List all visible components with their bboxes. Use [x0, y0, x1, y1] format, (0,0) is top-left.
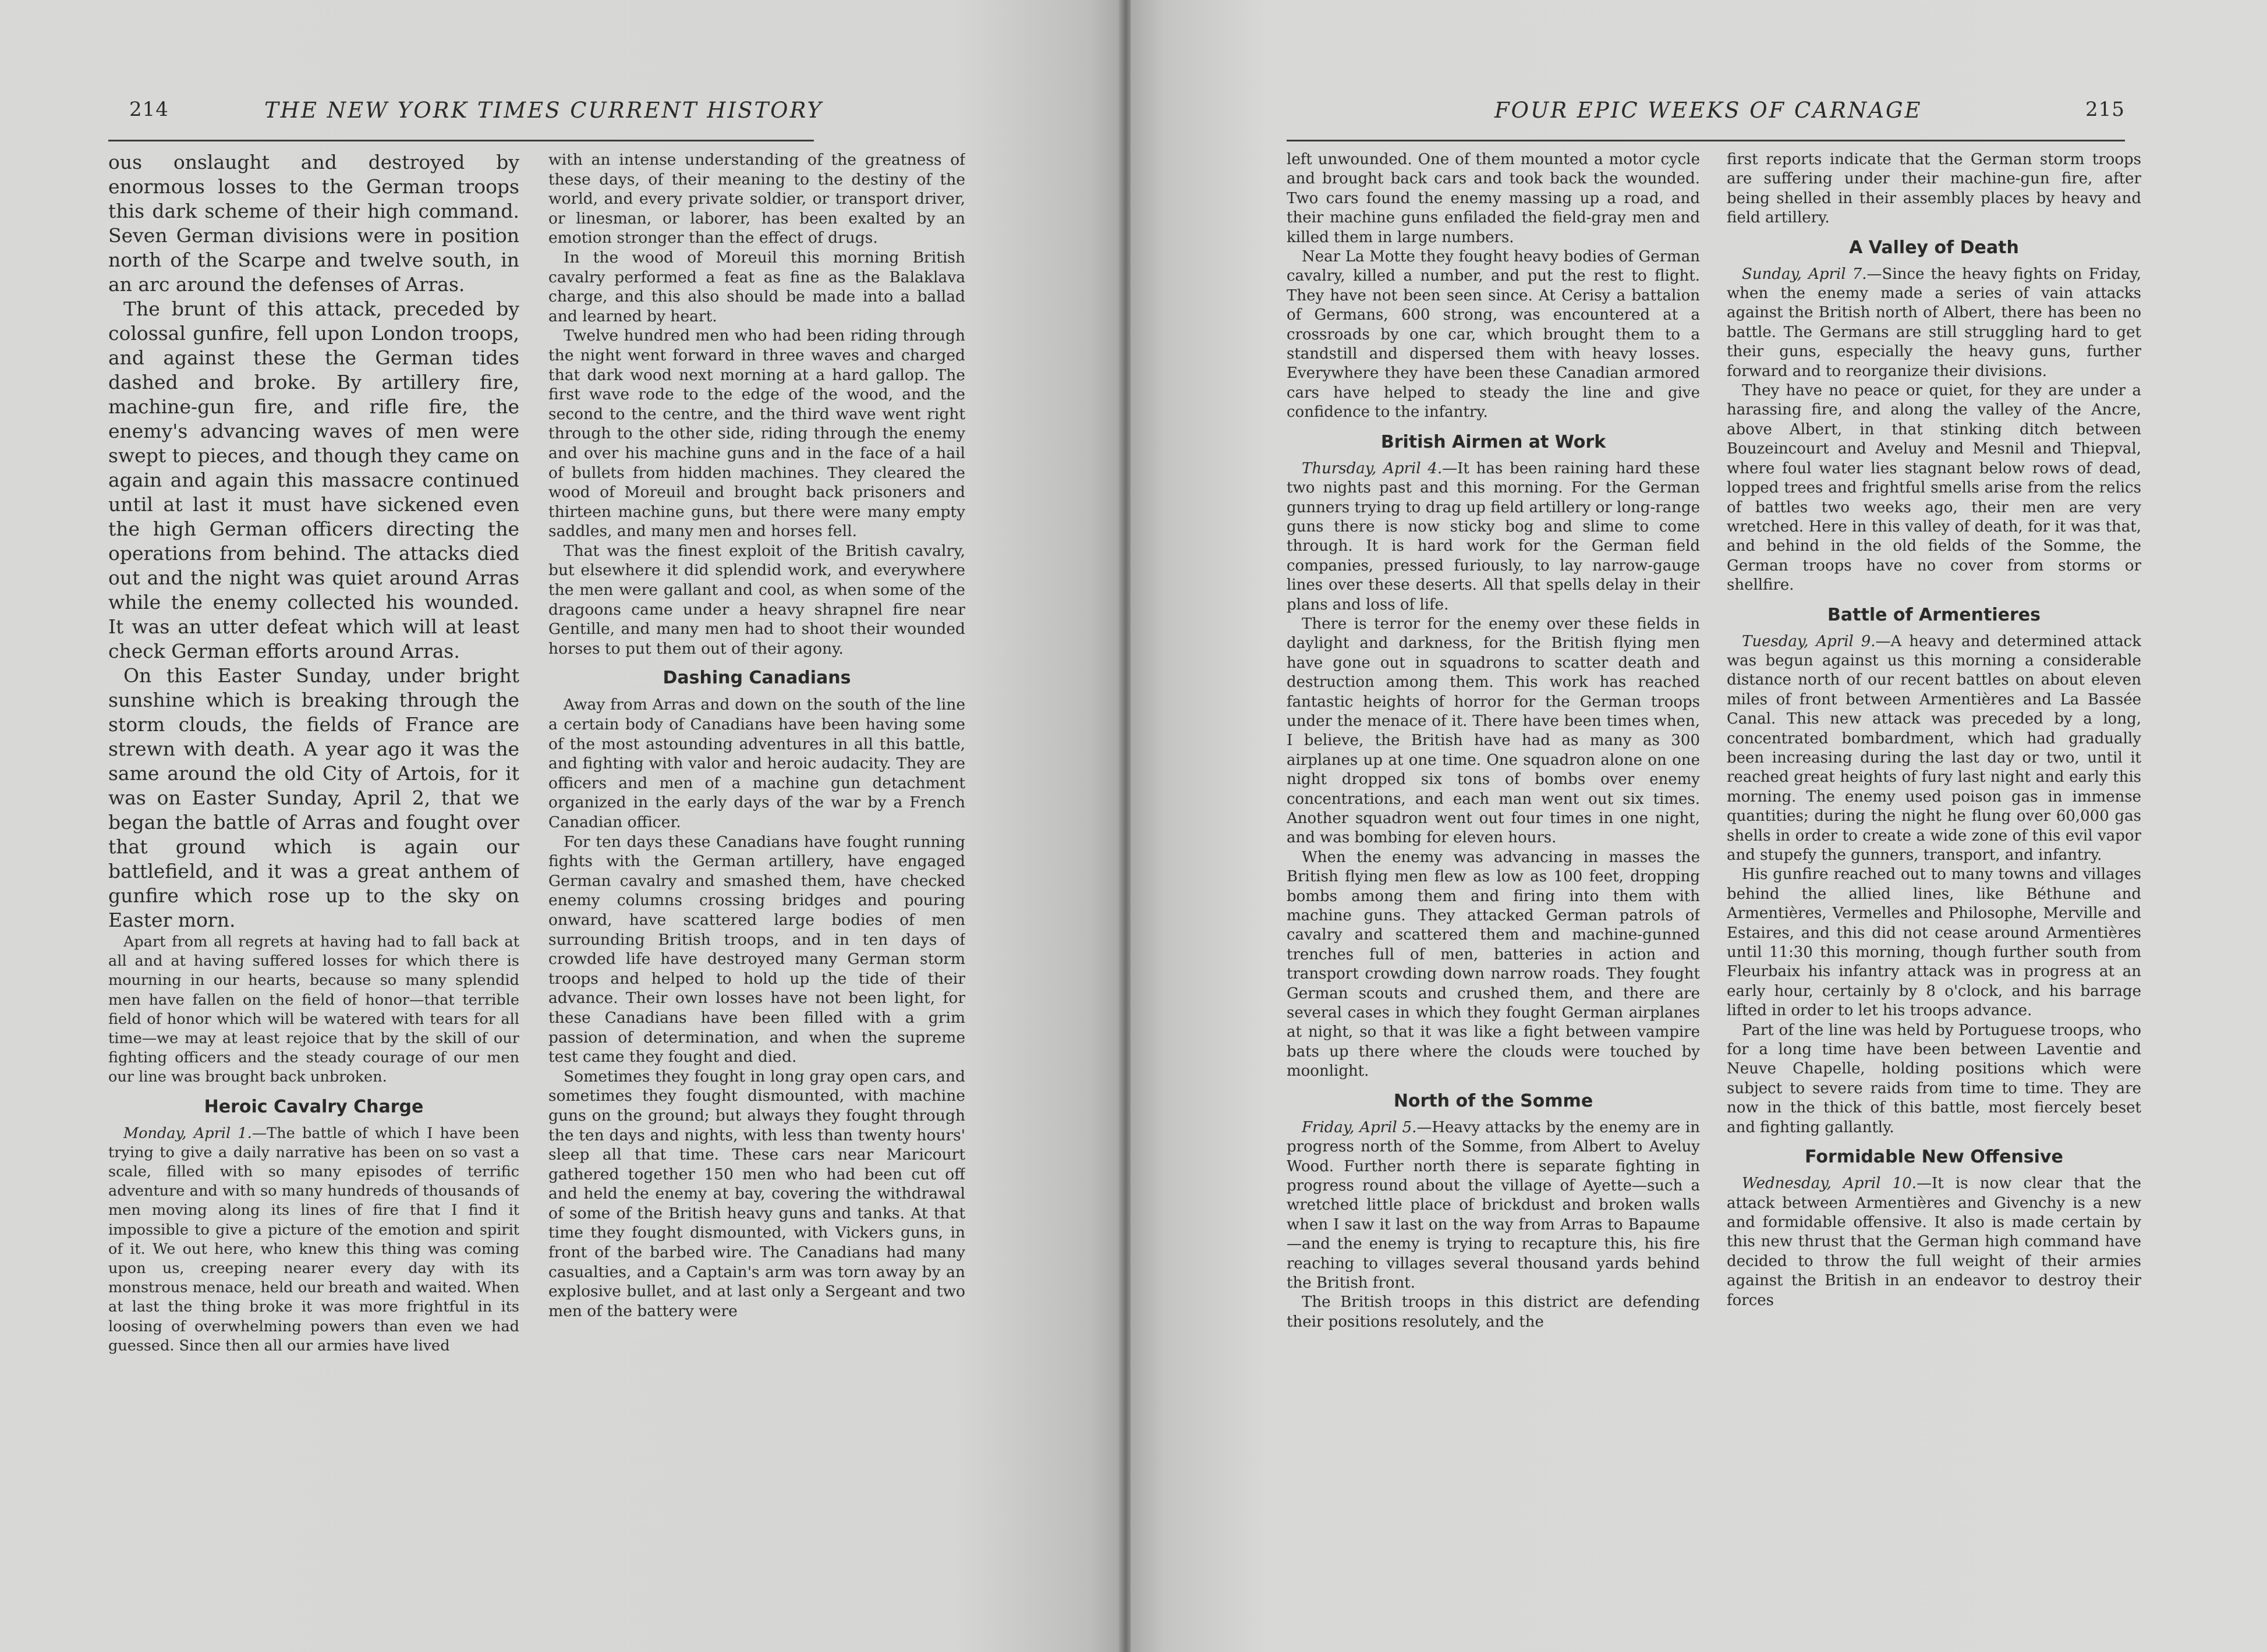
- paragraph: The British troops in this district are defending their positions resolutely, and the: [1287, 1293, 1700, 1331]
- running-head: FOUR EPIC WEEKS OF CARNAGE: [1494, 98, 1922, 123]
- section-heading: Dashing Canadians: [663, 668, 851, 689]
- paragraph: In the wood of Moreuil this morning British cavalry performed a feat as fine as the Balaklava charge, and this also should be made into a ballad and learned by heart.: [548, 248, 965, 325]
- paragraph: —It has been raining hard these two nights past and this morning. For the German gunners trying to drag up field artillery or long-range guns there is now sticky bog and slime to come through. It is hard work for the German field companies, pressed furiously, to lay narrow-gauge lines over these deserts. All that spells delay in their plans and loss of life.: [1287, 459, 1700, 614]
- right-page: [1131, 0, 2267, 1652]
- section-heading: Heroic Cavalry Charge: [204, 1096, 424, 1117]
- section-heading: Battle of Armentieres: [1827, 604, 2041, 625]
- page-number: 214: [129, 98, 169, 121]
- header-rule: [1287, 140, 2125, 141]
- paragraph: ous onslaught and destroyed by enormous losses to the German troops this dark scheme of their high command. Seven German divisions were in position north of the Scarpe and twelve south, in an arc around the defenses of Arras.: [108, 151, 519, 296]
- paragraph: When the enemy was advancing in masses the British flying men flew as low as 100 feet, dropping bombs among them and firing into them with machine guns. They attacked German patrols of cavalry and scattered them and machine-gunned trenches full of men, batteries in action and transport crowding down narrow roads. They fought German scouts and crushed them, and there are several cases in which they fought German airplanes at night, so that it was like a fight between vampire bats up there where the clouds were touched by moonlight.: [1287, 848, 1700, 1080]
- paragraph: There is terror for the enemy over these fields in daylight and darkness, for the British flying men have gone out in squadrons to scatter death and destruction among them. This work has reached fantastic heights of horror for the German troops under the menace of it. There have been times when, I believe, the British have had as many as 300 airplanes up at one time. One squadron alone on one night dropped six tons of bombs over enemy concentrations, and each man went out six times. Another squadron went out four times in one night, and was bombing for eleven hours.: [1287, 615, 1700, 847]
- paragraph: Sometimes they fought in long gray open cars, and sometimes they fought dismounted, with machine guns on the ground; but always they fought through the ten days and nights, with less than twenty hours' sleep all that time. These cars near Maricourt gathered together 150 men who had been cut off and held the enemy at bay, covering the withdrawal of some of the British heavy guns and tanks. At that time they fought dismounted, with Vickers guns, in front of the barbed wire. The Canadians had many casualties, and a Captain's arm was torn away by an explosive bullet, and at last only a Sergeant and two men of the battery were: [548, 1067, 965, 1320]
- paragraph: His gunfire reached out to many towns and villages behind the allied lines, like Béthune and Armentières, Vermelles and Philosophe, Merville and Estaires, and this did not cease around Armentières until 11:30 this morning, though further south from Fleurbaix his infantry attack was in progress at an early hour, certainly by 8 o'clock, and his barrage lifted in order to let his troops advance.: [1727, 866, 2141, 1020]
- paragraph: Part of the line was held by Portuguese troops, who for a long time have been between Laventie and Neuve Chapelle, holding positions which were subject to severe raids from time to time. They are now in the thick of this battle, most fiercely beset and fighting gallantly.: [1727, 1021, 2141, 1136]
- paragraph: —It is now clear that the attack between Armentières and Givenchy is a new and formidable offensive. It also is made certain by this new thrust that the German high command have decided to throw the full weight of their armies against the British in an endeavor to destroy their forces: [1727, 1175, 2141, 1309]
- left-column-1: [108, 150, 519, 1536]
- paragraph: They have no peace or quiet, for they are under a harassing fire, and along the valley of the Ancre, above Albert, in that stinking ditch between Bouzeincourt and Aveluy and Mesnil and Thiepval, where foul water lies stagnant below rows of dead, lopped trees and frightful smells arise from the relics of battles two weeks ago, their men are very wretched. Here in this valley of death, for it was that, and behind in the old fields of the Somme, the German troops have no cover from storms or shellfire.: [1727, 382, 2141, 594]
- dateline: Monday, April 1.: [123, 1124, 252, 1142]
- dateline: Thursday, April 4.: [1302, 459, 1443, 477]
- section-heading: A Valley of Death: [1849, 237, 2019, 258]
- header-rule: [108, 140, 814, 141]
- running-head: THE NEW YORK TIMES CURRENT HISTORY: [264, 98, 823, 123]
- paragraph: Near La Motte they fought heavy bodies of German cavalry, killed a number, and put the rest to flight. They have not been seen since. At Cerisy a battalion of Germans, 600 strong, was encountered at a crossroads by one car, which brought them to a standstill and dispersed them with heavy losses. Everywhere they have been these Canadian armored cars have helped to steady the line and give confidence to the infantry.: [1287, 248, 1700, 421]
- paragraph: —Heavy attacks by the enemy are in progress north of the Somme, from Albert to Aveluy Wood. Further north there is separate fighting in progress round about the village of Ayette—such a wretched little place of brickdust and broken walls when I saw it last on the way from Arras to Bapaume—and the enemy is trying to recapture this, his fire reaching to villages several thousand yards behind the British front.: [1287, 1118, 1700, 1292]
- dateline: Tuesday, April 9.: [1742, 632, 1876, 650]
- left-column-2: [548, 150, 965, 1536]
- section-heading: North of the Somme: [1393, 1090, 1593, 1111]
- paragraph: On this Easter Sunday, under bright sunshine which is breaking through the storm clouds, the fields of France are strewn with death. A year ago it was the same around the old City of Artois, for it was on Easter Sunday, April 2, that we began the battle of Arras and fought over that ground which is again our battlefield, and it was a great anthem of gunfire which rose up to the sky on Easter morn.: [108, 664, 519, 931]
- paragraph: —A heavy and determined attack was begun against us this morning a considerable distance north of our recent battles on about eleven miles of front between Armentières and La Bassée Canal. This new attack was preceded by a long, concentrated bombardment, which had gradually been increasing during the last day or two, until it reached great heights of fury last night and early this morning. The enemy used poison gas in immense quantities; during the night he flung over 60,000 gas shells in order to create a wide zone of this evil vapor and stupefy the gunners, transport, and infantry.: [1727, 632, 2141, 864]
- paragraph: —Since the heavy fights on Friday, when the enemy made a series of vain attacks against the British north of Albert, there has been no battle. The Germans are still struggling hard to get their guns, especially the heavy guns, further forward and to reorganize their divisions.: [1727, 265, 2141, 380]
- small-type-section: [108, 933, 519, 1356]
- left-page: [0, 0, 1124, 1652]
- paragraph: left unwounded. One of them mounted a motor cycle and brought back cars and took back the wounded. Two cars found the enemy massing up a road, and their machine guns enfiladed the field-gray men and killed them in large numbers.: [1287, 151, 1700, 246]
- dateline: Wednesday, April 10.: [1742, 1175, 1917, 1193]
- paragraph: Twelve hundred men who had been riding through the night went forward in three waves and charged that dark wood next morning at a hard gallop. The first wave rode to the edge of the wood, and the second to the centre, and the third wave went right through to the other side, riding through the enemy and over his machine guns and in the face of a hail of bullets from hidden machines. They cleared the wood of Moreuil and brought back prisoners and thirteen machine guns, but there were many empty saddles, and many men and horses fell.: [548, 327, 965, 541]
- paragraph: That was the finest exploit of the British cavalry, but elsewhere it did splendid work, and everywhere the men were gallant and cool, as when some of the dragoons came under a heavy shrapnel fire near Gentille, and many men had to shoot their wounded horses to put them out of their agony.: [548, 541, 965, 658]
- paragraph: Away from Arras and down on the south of the line a certain body of Canadians have been having some of the most astounding adventures in all this battle, and fighting with valor and heroic audacity. They are officers and men of a machine gun detachment organized in the early days of the war by a French Canadian officer.: [548, 696, 965, 831]
- paragraph: —The battle of which I have been trying to give a daily narrative has been on so vast a scale, filled with so many episodes of terrific adventure and with so many hundreds of thousands of men moving along its lines of fire that I find it impossible to give a picture of the emotion and spirit of it. We out here, who knew this thing was coming upon us, creeping nearer every day with its monstrous menace, held our breath and waited. When at last the thing broke it was more frightful in its loosing of overwhelming powers than even we had guessed. Since then all our armies have lived: [108, 1124, 519, 1355]
- page-number: 215: [2085, 98, 2125, 121]
- paragraph: with an intense understanding of the greatness of these days, of their meaning to the destiny of the world, and every private soldier, or transport driver, or linesman, or laborer, has been exalted by an emotion stronger than the effect of drugs.: [548, 151, 965, 247]
- dateline: Friday, April 5.: [1302, 1118, 1417, 1136]
- right-column-1: [1287, 150, 1700, 1536]
- section-heading: British Airmen at Work: [1380, 431, 1606, 452]
- paragraph: Apart from all regrets at having had to fall back at all and at having suffered losses for which there is mourning in our hearts, because so many splendid men have fallen on the field of honor—that terrible field of honor which will be watered with tears for all time—we may at least rejoice that by the skill of our fighting officers and the steady courage of our men our line was brought back unbroken.: [108, 933, 519, 1086]
- dateline: Sunday, April 7.: [1742, 265, 1867, 283]
- paragraph: For ten days these Canadians have fought running fights with the German artillery, have engaged German cavalry and smashed them, have checked enemy columns crossing bridges and pouring onward, have scattered large bodies of men surrounding British troops, and in ten days of crowded life have destroyed many German storm troops and helped to hold up the tide of their advance. Their own losses have not been light, for these Canadians have been filled with a grim passion of determination, and when the supreme test came they fought and died.: [548, 832, 965, 1066]
- right-column-2: [1727, 150, 2141, 1536]
- paragraph: The brunt of this attack, preceded by colossal gunfire, fell upon London troops, and against these the German tides dashed and broke. By artillery fire, machine-gun fire, and rifle fire, the enemy's advancing waves of men were swept to pieces, and though they came on again and again this massacre continued until at last it must have sickened even the high German officers directing the operations from behind. The attacks died out and the night was quiet around Arras while the enemy collected his wounded. It was an utter defeat which will at least check German efforts around Arras.: [108, 297, 519, 662]
- section-heading: Formidable New Offensive: [1805, 1147, 2063, 1168]
- paragraph: first reports indicate that the German storm troops are suffering under their machine-gun fire, after being shelled in their assembly places by heavy and field artillery.: [1727, 151, 2141, 227]
